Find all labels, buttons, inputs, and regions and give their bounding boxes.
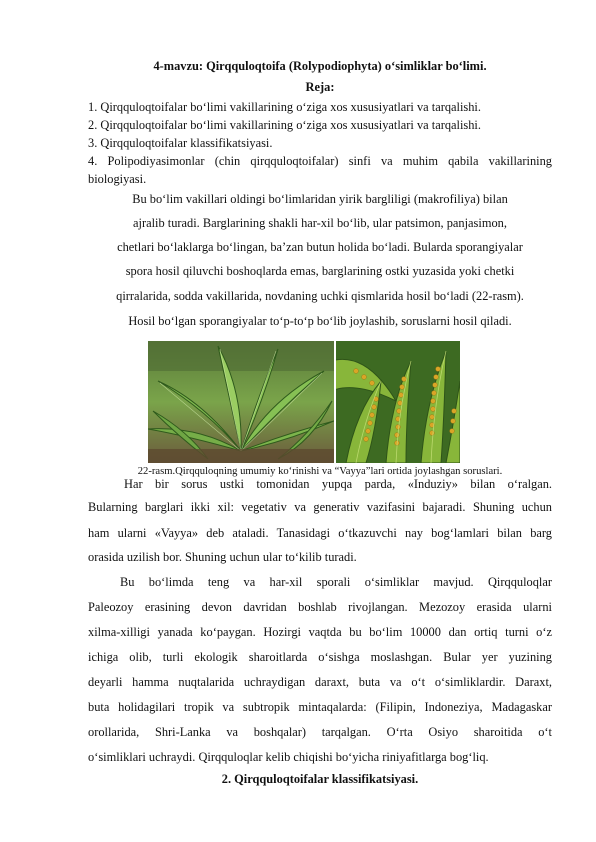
paragraph-line: orasida uzilish bor. Shuning uchun ular to‘kilib turadi. xyxy=(88,550,357,564)
intro-line: chetlari bo‘laklarga bo‘lingan, ba’zan butun holida bo‘ladi. Bularda sporangiyalar xyxy=(117,240,523,254)
plan-item: 3. Qirqquloqtoifalar klassifikatsiyasi. xyxy=(88,136,273,150)
intro-line: Bu bo‘lim vakillari oldingi bo‘limlaridan yirik bargliligi (makrofiliya) bilan xyxy=(132,192,508,206)
plan-item: 2. Qirqquloqtoifalar bo‘limi vakillarining o‘ziga xos xususiyatlari va tarqalishi. xyxy=(88,118,481,132)
paragraph-line: o‘simliklari uchraydi. Qirqquloqlar kelib chiqishi bo‘yicha riniyafitlarga bog‘liq. xyxy=(88,750,489,764)
intro-line: ajralib turadi. Barglarining shakli har-xil bo‘lib, ular patsimon, panjasimon, xyxy=(133,216,507,230)
paragraph-line: ichiga olib, turli ekologik sharoitlarda o‘sishga moslashgan. Bular yer yuzining xyxy=(88,650,552,664)
paragraph-line: Paleozoy erasining devon davridan boshlab rivojlangan. Mezozoy erasida ularni xyxy=(88,600,552,614)
paragraph-line: Bu bo‘limda teng va har-xil sporali o‘simliklar mavjud. Qirqquloqlar xyxy=(120,575,552,589)
document-title: 4-mavzu: Qirqquloqtoifa (Rolypodiophyta) o‘simliklar bo‘limi. xyxy=(153,59,487,73)
plan-item: 4. Polipodiyasimonlar (chin qirqquloqtoifalar) sinfi va muhim qabila vakillarining xyxy=(88,154,552,168)
paragraph-line: deyarli hamma nuqtalarida uchraydigan daraxt, buta va o‘t o‘simliklardir. Daraxt, xyxy=(88,675,552,689)
section-heading: 2. Qirqquloqtoifalar klassifikatsiyasi. xyxy=(221,772,419,786)
sori-leaf-image xyxy=(336,341,460,463)
paragraph-line: Bularning barglari ikki xil: vegetativ va generativ vazifasini bajaradi. Shuning uchun xyxy=(88,500,552,514)
intro-line: spora hosil qiluvchi boshoqlarda emas, barglarining ostki yuzasida yoki chetki xyxy=(125,264,515,278)
intro-line: qirralarida, sodda vakillarida, novdaning uchki qismlarida hosil bo‘ladi (22-rasm). xyxy=(116,289,524,303)
paragraph-line: orollarida, Shri-Lanka va boshqalar) tarqalgan. O‘rta Osiyo sharoitida o‘t xyxy=(88,725,552,739)
paragraph-line: xilma-xilligi yanada ko‘paygan. Hozirgi vaqtda bu bo‘lim 10000 dan ortiq turni o‘z xyxy=(88,625,552,639)
plan-item: 1. Qirqquloqtoifalar bo‘limi vakillarining o‘ziga xos xususiyatlari va tarqalishi. xyxy=(88,100,481,114)
intro-line: Hosil bo‘lgan sporangiyalar to‘p-to‘p bo‘lib joylashib, soruslarni hosil qiladi. xyxy=(128,314,512,328)
figure-caption: 22-rasm.Qirqquloqning umumiy ko‘rinishi va “Vayya”lari ortida joylashgan soruslari. xyxy=(137,466,503,477)
fern-plant-image xyxy=(148,341,334,463)
paragraph-line: buta holidagilari tropik va subtropik mintaqalarda: (Filipin, Indoneziya, Madagaskar xyxy=(88,700,552,714)
plan-heading: Reja: xyxy=(305,80,335,94)
plan-item: biologiyasi. xyxy=(88,172,147,186)
paragraph-line: Har bir sorus ustki tomonidan yupqa parda, «Induziy» bilan o‘ralgan. xyxy=(124,477,552,491)
paragraph-line: ham ularni «Vayya» deb ataladi. Tanasidagi o‘tkazuvchi nay bog‘lamlari bilan barg xyxy=(88,526,552,540)
